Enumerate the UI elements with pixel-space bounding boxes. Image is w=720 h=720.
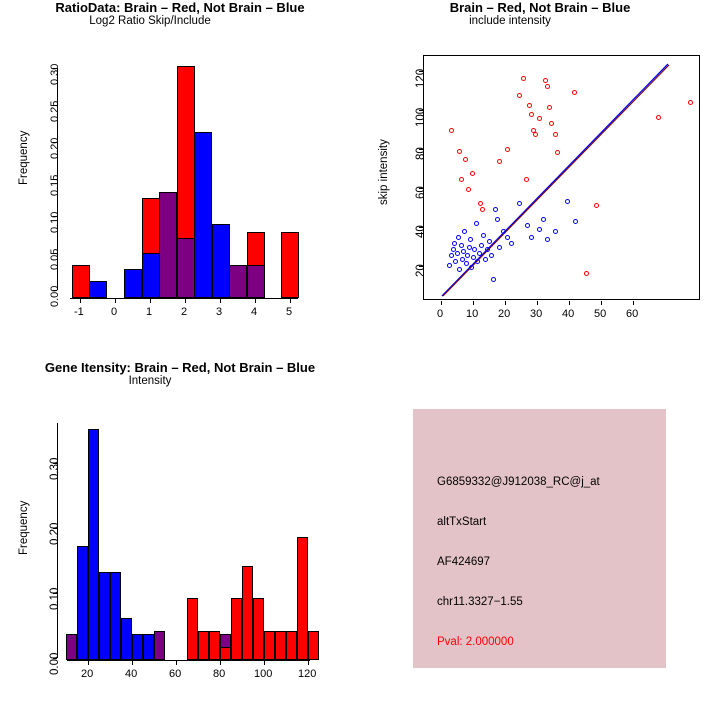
scatter-y-tick-label: 40 [415,225,427,238]
scatter-point-red [553,132,558,137]
scatter-point-blue [452,241,457,246]
scatter-x-tick-label: 10 [466,308,479,320]
gene-x-tick [264,661,265,665]
gene-bar-overlap [154,631,165,660]
gene-y-tick-label: 0.00 [49,652,61,675]
scatter-point-red [459,177,464,182]
gene-bar-red [297,537,308,660]
scatter-point-blue [487,239,492,244]
gene-bar-red [308,631,319,660]
ratio-y-tick-label: 0.25 [49,100,61,122]
scatter-point-blue [475,259,480,264]
scatter-x-tick-label: 40 [562,308,575,320]
gene-intensity-ylabel: Frequency [18,500,30,555]
scatter-x-tick-label: 30 [530,308,543,320]
hist-bar-blue [212,224,230,298]
scatter-point-red [547,105,552,110]
probe-id-label: G6859332@J912038_RC@j_at [437,476,600,488]
scatter-point-blue [464,261,469,266]
gene-x-tick-label: 40 [125,668,138,680]
scatter-point-blue [497,245,502,250]
gene-x-tick-label: 80 [213,668,226,680]
scatter-point-blue [489,253,494,258]
hist-bar-blue [124,269,142,298]
gene-bar-red [231,598,242,660]
scatter-point-blue [485,247,490,252]
scatter-point-red [555,150,560,155]
scatter-point-blue [541,217,546,222]
hist-bar-blue [142,253,160,298]
ratio-x-tick-label: 5 [286,306,293,318]
gene-bar-blue [110,572,121,660]
annotation-box [413,409,666,668]
ratio-x-tick-label: 4 [251,306,258,318]
scatter-point-blue [465,253,470,258]
scatter-point-red [549,121,554,126]
scatter-y-tick-label: 100 [415,107,427,127]
event-type-label: altTxStart [437,516,487,528]
gene-y-tick-label: 0.30 [49,457,61,480]
ratio-x-tick [150,299,151,303]
ratio-y-tick-label: 0.30 [49,63,61,85]
scatter-point-red [533,132,538,137]
gene-bar-red [220,647,231,660]
scatter-point-blue [553,229,558,234]
scatter-point-red [466,187,471,192]
ratio-y-tick-label: 0.00 [49,285,61,307]
scatter-x-tick-label: 60 [626,308,639,320]
scatter-y-tick-label: 80 [415,147,427,160]
scatter-ylabel: skip intensity [378,139,390,205]
scatter-x-tick-label: 50 [594,308,607,320]
ratio-x-tick [255,299,256,303]
scatter-point-blue [495,217,500,222]
gene-bar-red [198,631,209,660]
hist-bar-red [72,265,90,298]
gene-x-tick-label: 100 [254,668,273,680]
scatter-point-blue [479,243,484,248]
scatter-point-red [527,103,532,108]
scatter-point-red [480,207,485,212]
locus-label: chr11.3327−1.55 [437,596,523,608]
scatter-point-blue [447,263,452,268]
scatter-point-blue [459,243,464,248]
gene-intensity-title: Gene Itensity: Brain – Red, Not Brain – Blue [44,360,316,375]
scatter-point-red [497,159,502,164]
scatter-title: Brain – Red, Not Brain – Blue [449,0,631,15]
scatter-point-red [656,115,661,120]
scatter-point-red [524,177,529,182]
ratio-x-tick [220,299,221,303]
scatter-point-red [505,147,510,152]
scatter-point-red [470,171,475,176]
ratio-x-tick-label: 2 [181,306,188,318]
gene-bar-red [264,631,275,660]
scatter-point-blue [469,265,474,270]
scatter-point-blue [472,247,477,252]
ratio-y-tick-label: 0.05 [49,248,61,270]
scatter-point-blue [529,235,534,240]
scatter-point-blue [456,235,461,240]
scatter-point-blue [545,237,550,242]
scatter-point-red [688,100,693,105]
hist-bar-overlap [229,265,247,298]
gene-bar-red [242,566,253,660]
gene-bar-blue [143,634,154,660]
ratio-histogram-ylabel: Frequency [18,130,30,185]
gene-xaxis [67,660,310,661]
gene-x-tick-label: 20 [81,668,94,680]
scatter-point-blue [462,229,467,234]
scatter-point-red [521,76,526,81]
ratio-y-tick-label: 0.15 [49,174,61,196]
pval-label: Pval: 2.000000 [437,636,514,648]
gene-x-tick-label: 120 [298,668,317,680]
scatter-y-tick-label: 20 [415,264,427,277]
hist-bar-red [281,232,299,298]
gene-intensity-panel [0,360,360,720]
scatter-point-red [545,84,550,89]
ratio-y-tick-label: 0.20 [49,137,61,159]
ratio-histogram-panel [0,0,360,360]
ratio-x-tick-label: 3 [216,306,223,318]
scatter-x-tick [601,301,602,305]
scatter-x-tick [505,301,506,305]
gene-x-tick [176,661,177,665]
accession-label: AF424697 [437,556,491,568]
scatter-point-red [478,201,483,206]
gene-bar-blue [88,429,99,660]
scatter-point-blue [505,235,510,240]
gene-bar-blue [99,572,110,660]
ratio-histogram-xaxis [70,298,298,299]
scatter-point-blue [493,207,498,212]
ratio-x-tick [185,299,186,303]
gene-bar-blue [132,634,143,660]
gene-y-tick-label: 0.10 [49,587,61,610]
ratio-x-tick-label: -1 [74,306,84,318]
ratio-x-tick-label: 1 [146,306,153,318]
scatter-point-red [543,78,548,83]
ratio-x-tick-label: 0 [111,306,118,318]
scatter-xlabel: include intensity [469,15,551,27]
hist-bar-overlap [159,192,177,298]
gene-y-tick-label: 0.20 [49,522,61,545]
scatter-y-tick-label: 120 [415,68,427,88]
scatter-point-red [594,203,599,208]
gene-bar-red [209,631,220,660]
gene-intensity-xlabel: Intensity [128,375,172,387]
ratio-x-tick [80,299,81,303]
scatter-point-blue [453,259,458,264]
hist-bar-blue [89,281,107,298]
scatter-x-tick [441,301,442,305]
gene-bar-red [275,631,286,660]
ratio-y-tick-label: 0.10 [49,211,61,233]
scatter-x-tick-label: 0 [437,308,444,320]
info-panel [360,360,720,720]
gene-x-tick [308,661,309,665]
intensity-scatter-panel [360,0,720,360]
scatter-point-blue [449,253,454,258]
ratio-x-tick [115,299,116,303]
gene-bar-blue [77,546,88,660]
scatter-point-blue [474,221,479,226]
gene-x-tick [132,661,133,665]
gene-bar-blue [121,618,132,660]
scatter-point-blue [457,267,462,272]
ratio-histogram-title: RatioData: Brain – Red, Not Brain – Blue [55,0,305,15]
scatter-x-tick [633,301,634,305]
gene-bar-red [253,598,264,660]
scatter-y-tick-label: 60 [415,186,427,199]
scatter-point-blue [455,251,460,256]
scatter-point-blue [491,277,496,282]
scatter-point-red [463,157,468,162]
scatter-point-red [529,112,534,117]
scatter-point-red [584,271,589,276]
gene-x-tick-label: 60 [169,668,182,680]
scatter-point-blue [483,257,488,262]
gene-bar-red [187,598,198,660]
scatter-point-red [449,128,454,133]
scatter-point-blue [537,227,542,232]
scatter-point-red [537,116,542,121]
scatter-point-red [457,149,462,154]
scatter-point-blue [481,233,486,238]
gene-x-tick [220,661,221,665]
scatter-x-tick [537,301,538,305]
gene-x-tick [88,661,89,665]
hist-bar-blue [194,132,212,298]
scatter-plot-area [423,55,700,300]
scatter-x-tick [569,301,570,305]
hist-bar-overlap [247,265,265,298]
hist-bar-overlap [177,238,195,298]
scatter-point-red [517,93,522,98]
scatter-point-blue [573,219,578,224]
scatter-point-blue [501,229,506,234]
scatter-point-blue [468,237,473,242]
scatter-point-blue [517,201,522,206]
scatter-point-red [572,90,577,95]
gene-bar-overlap [66,634,77,660]
scatter-x-tick-label: 20 [498,308,511,320]
ratio-x-tick [290,299,291,303]
scatter-point-blue [477,251,482,256]
scatter-x-tick [473,301,474,305]
ratio-histogram-xlabel: Log2 Ratio Skip/Include [89,15,211,27]
scatter-point-blue [509,241,514,246]
scatter-point-blue [565,199,570,204]
gene-bar-red [286,631,297,660]
scatter-point-blue [525,223,530,228]
